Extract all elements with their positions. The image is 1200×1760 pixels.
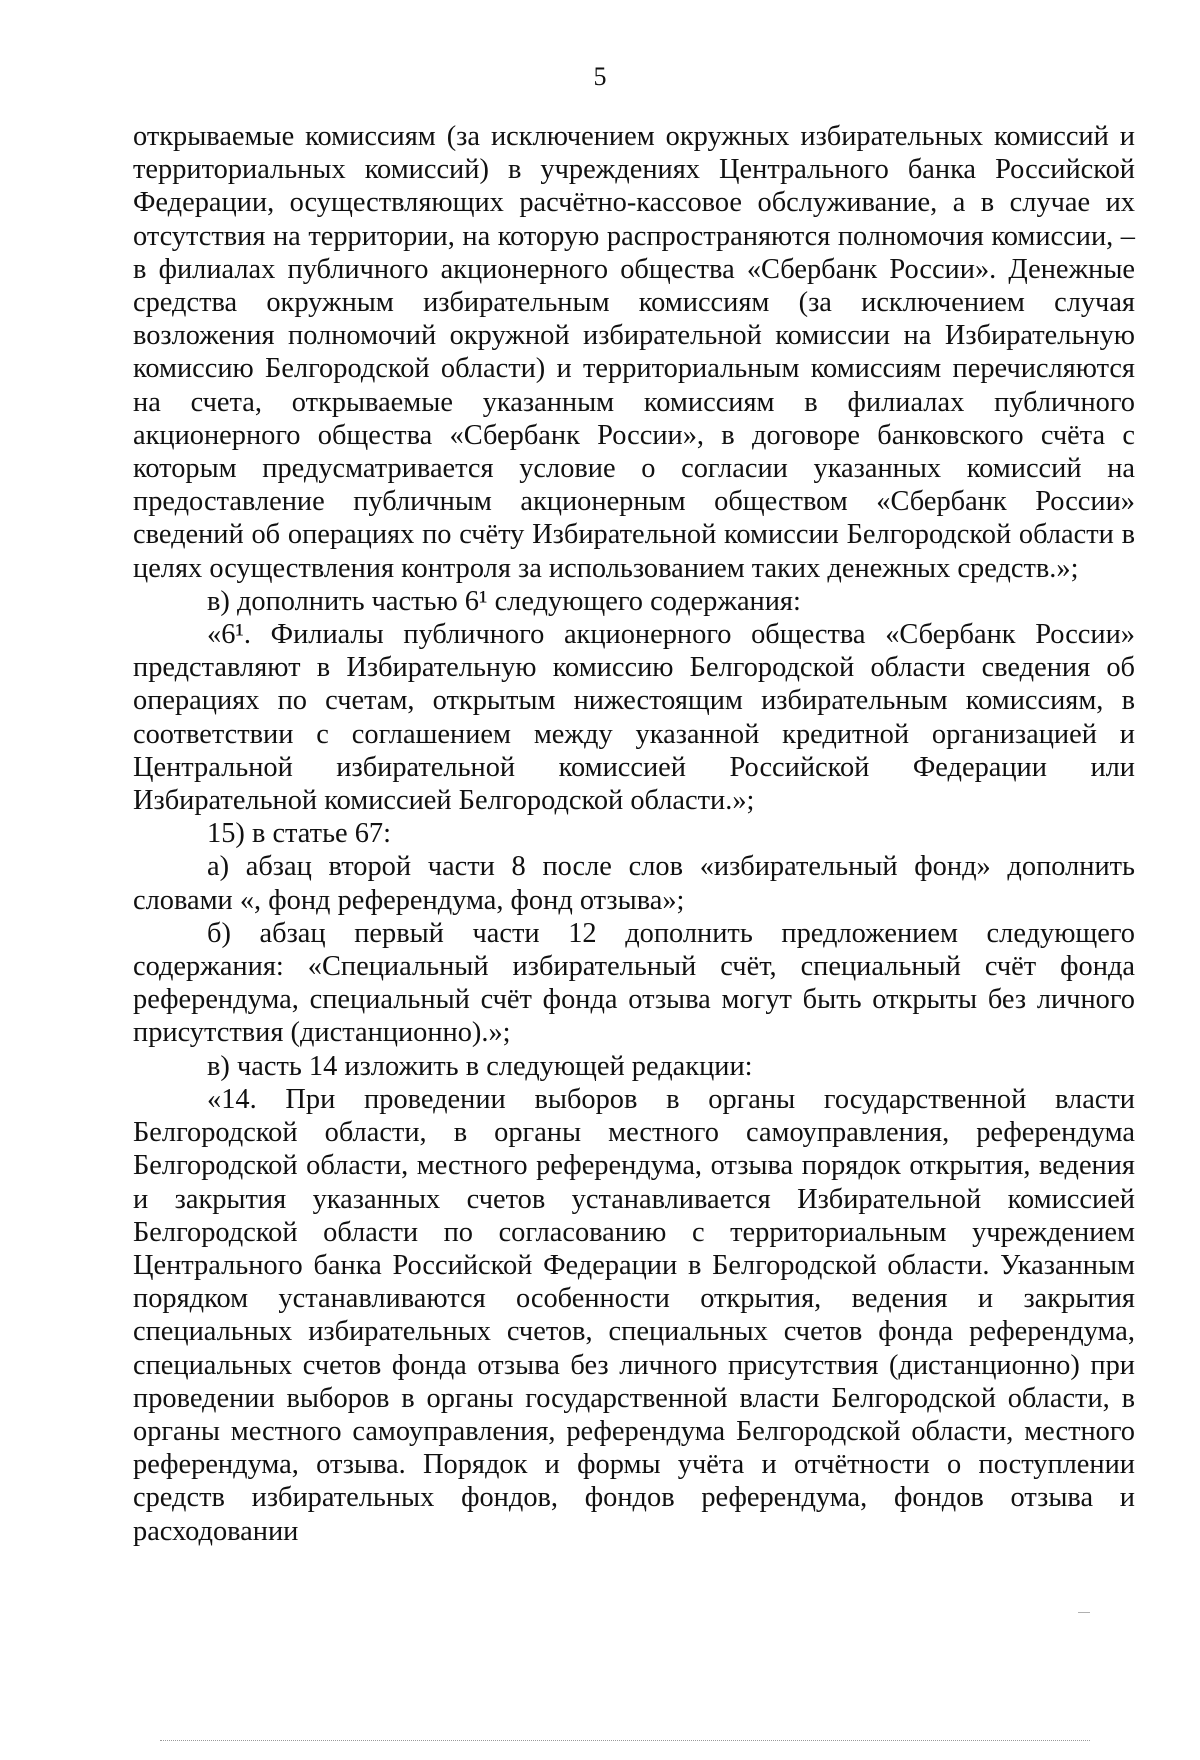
bottom-dotted-rule — [160, 1740, 1090, 1741]
scan-artifact — [1078, 1612, 1090, 1613]
paragraph-item-15-a: а) абзац второй части 8 после слов «избирательный фонд» дополнить словами «, фонд референдума, фонд отзыва»; — [133, 851, 1135, 916]
paragraph-accounts-opening: открываемые комиссиям (за исключением окружных избирательных комиссий и территориальных комиссий) в учреждениях Центрального банка Российской Федерации, осуществляющих расчётно-кассовое обслуживание, а в случае их отсутствия на территории, на которую распространяются полномочия комиссии, – в филиалах публичного акционерного общества «Сбербанк России». Денежные средства окружным избирательным комиссиям (за исключением случая возложения полномочий окружной избирательной комиссии на Избирательную комиссию Белгородской области) и территориальным комиссиям перечисляются на счета, открываемые указанным комиссиям в филиалах публичного акционерного общества «Сбербанк России», в договоре банковского счёта с которым предусматривается условие о согласии указанных комиссий на предоставление публичным акционерным обществом «Сбербанк России» сведений об операциях по счёту Избирательной комиссии Белгородской области в целях осуществления контроля за использованием таких денежных средств.»; — [133, 121, 1135, 584]
paragraph-part-6-1-text: «6¹. Филиалы публичного акционерного общества «Сбербанк России» представляют в Избирательную комиссию Белгородской области сведения об операциях по счетам, открытым нижестоящим избирательным комиссиям, в соответствии с соглашением между указанной кредитной организацией и Центральной избирательной комиссией Российской Федерации или Избирательной комиссией Белгородской области.»; — [133, 619, 1135, 817]
paragraph-part-14-text: «14. При проведении выборов в органы государственной власти Белгородской области, в органы местного самоуправления, референдума Белгородской области, местного референдума, отзыва порядок открытия, ведения и закрытия указанных счетов устанавливается Избирательной комиссией Белгородской области по согласованию с территориальным учреждением Центрального банка Российской Федерации в Белгородской области. Указанным порядком устанавливаются особенности открытия, ведения и закрытия специальных избирательных счетов, специальных счетов фонда референдума, специальных счетов фонда отзыва без личного присутствия (дистанционно) при проведении выборов в органы государственной власти Белгородской области, в органы местного самоуправления, референдума Белгородской области, местного референдума, отзыва. Порядок и формы учёта и отчётности о поступлении средств избирательных фондов, фондов референдума, фондов отзыва и расходовании — [133, 1083, 1135, 1547]
document-body — [133, 120, 1135, 1548]
paragraph-item-15-v: в) часть 14 изложить в следующей редакции: — [207, 1050, 753, 1082]
paragraph-amend-part-6-1: в) дополнить частью 6¹ следующего содержания: — [207, 585, 801, 617]
page-number: 5 — [593, 62, 607, 91]
paragraph-item-15: 15) в статье 67: — [207, 818, 391, 850]
paragraph-item-15-b: б) абзац первый части 12 дополнить предложением следующего содержания: «Специальный избирательный счёт, специальный счёт фонда референдума, специальный счёт фонда отзыва могут быть открыты без личного присутствия (дистанционно).»; — [133, 917, 1135, 1049]
